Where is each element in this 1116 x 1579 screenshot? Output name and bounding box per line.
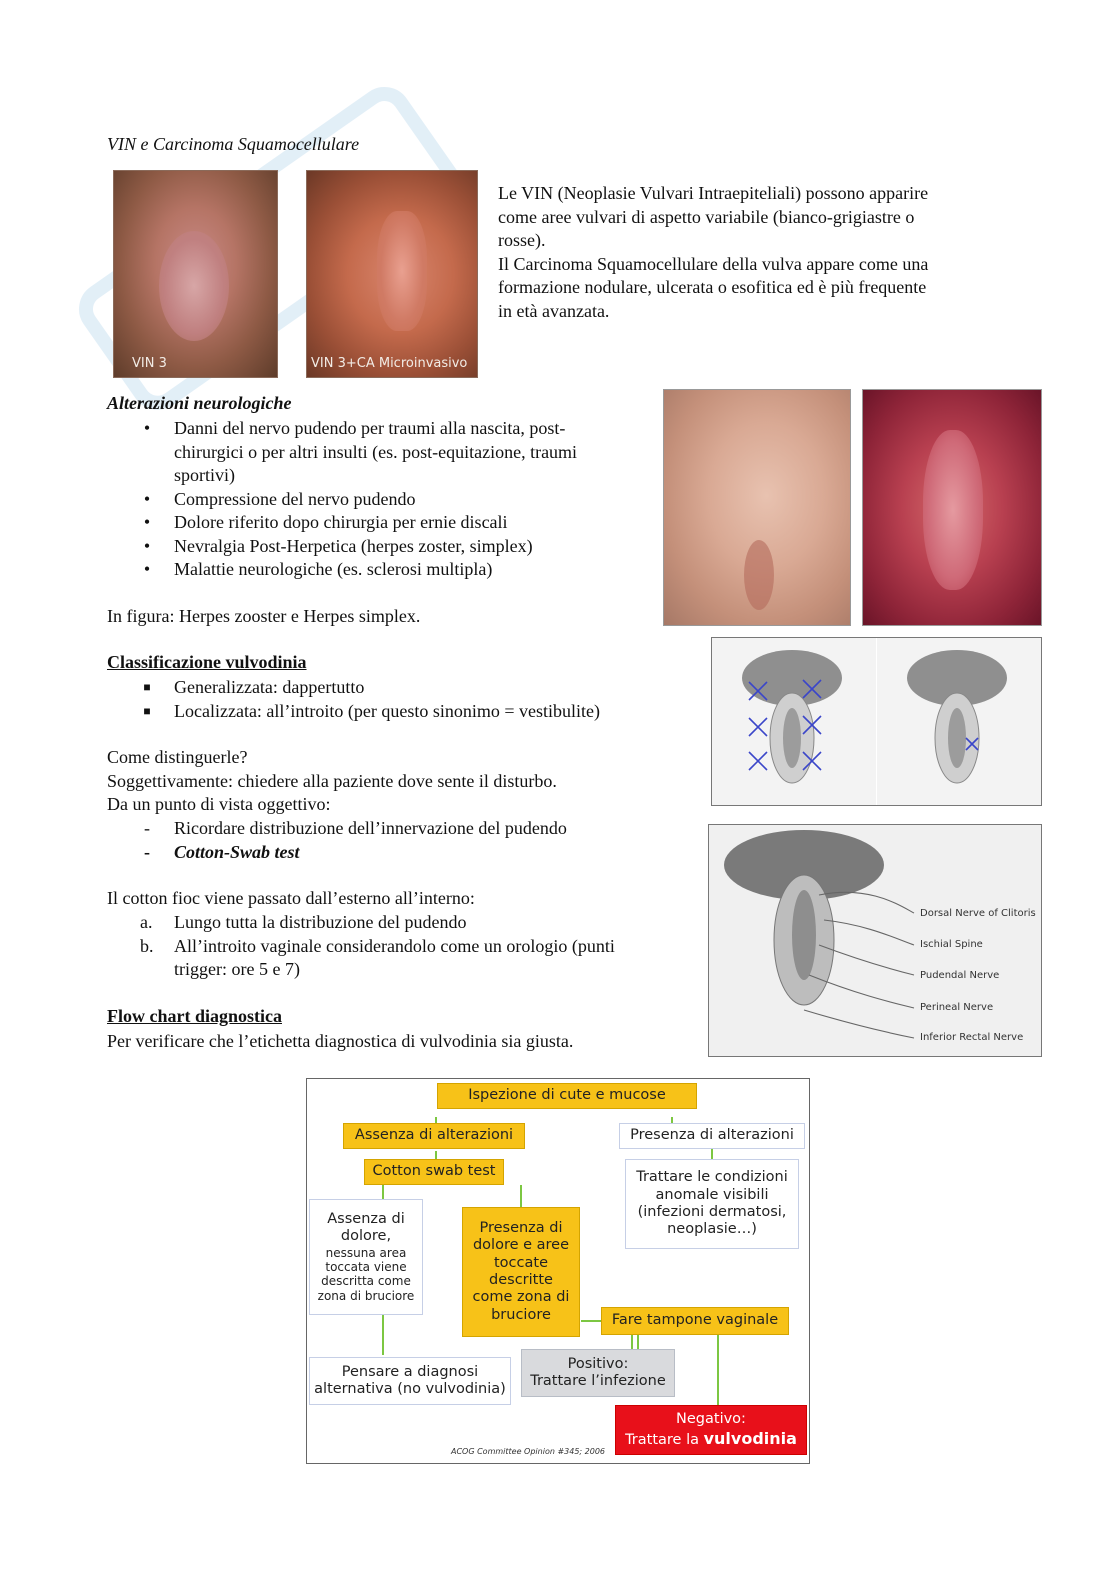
flow-positive: Positivo: Trattare l’infezione: [521, 1349, 675, 1397]
list-item: • Danni del nervo pudendo per traumi alla nascita, post- chirurgici o per altri insulti (es. post-equitazione, traumi sportivi): [143, 418, 578, 485]
nerve-label: Pudendal Nerve: [920, 970, 1000, 981]
flow-absence: Assenza di alterazioni: [343, 1123, 525, 1149]
lettered-list: [140, 911, 615, 982]
flow-negative: Negativo: Trattare la vulvodinia: [615, 1405, 807, 1455]
flowchart-intro: Per verificare che l’etichetta diagnostica di vulvodinia sia giusta.: [107, 1031, 574, 1051]
flow-presence: Presenza di alterazioni: [619, 1123, 805, 1149]
vin3-ca-photo: [306, 170, 478, 378]
flow-cotton-swab: Cotton swab test: [364, 1159, 504, 1185]
neuro-bullet-list: [140, 417, 660, 582]
list-item: b. All’introito vaginale considerandolo come un orologio (punti trigger: ore 5 e 7): [140, 935, 615, 979]
section-title-vin: VIN e Carcinoma Squamocellulare: [107, 134, 360, 154]
flow-pain: Presenza di dolore e aree toccate descritte come zona di bruciore: [462, 1207, 580, 1337]
section-title-neuro: Alterazioni neurologiche: [107, 393, 292, 413]
nerve-label: Ischial Spine: [920, 939, 983, 950]
dash-list: [140, 817, 567, 864]
list-item: • Dolore riferito dopo chirurgia per ernie discali: [143, 512, 508, 532]
classification-body: Come distinguerle? Soggettivamente: chiedere alla paziente dove sente il disturbo. Da un punto di vista oggettivo:: [107, 747, 557, 814]
photo-caption: VIN 3: [132, 356, 167, 371]
figure-note: In figura: Herpes zooster e Herpes simplex.: [107, 606, 421, 626]
cotton-intro: Il cotton fioc viene passato dall’esterno all’interno:: [107, 888, 475, 908]
flowchart-source: ACOG Committee Opinion #345; 2006: [451, 1447, 606, 1456]
section-title-classification: Classificazione vulvodinia: [107, 652, 307, 672]
flow-no-pain: Assenza di dolore, nessuna area toccata viene descritta come zona di bruciore: [309, 1199, 423, 1315]
flow-inspection: Ispezione di cute e mucose: [437, 1083, 697, 1109]
vin-paragraph: Le VIN (Neoplasie Vulvari Intraepiteliali) possono apparire come aree vulvari di aspetto variabile (bianco-grigiastre o rosse). Il Carcinoma Squamocellulare della vulva appare come una formazione nodulare, ulcerata o esofitica ed è più frequente in età avanzata.: [498, 183, 929, 321]
classification-list: [140, 676, 600, 723]
swab-points-diagram: [711, 637, 1042, 806]
pudendal-nerve-diagram: [708, 824, 1042, 1057]
flow-vaginal-swab: Fare tampone vaginale: [601, 1307, 789, 1335]
nerve-label: Dorsal Nerve of Clitoris: [920, 908, 1036, 919]
list-item: • Nevralgia Post-Herpetica (herpes zoster, simplex): [143, 535, 533, 556]
herpes-zoster-photo: [663, 389, 851, 626]
list-item: • Malattie neurologiche (es. sclerosi multipla): [143, 559, 493, 579]
nerve-label: Inferior Rectal Nerve: [920, 1032, 1024, 1043]
nerve-label: Perineal Nerve: [920, 1002, 994, 1013]
list-item: ■ Localizzata: all’introito (per questo sinonimo = vestibulite): [143, 700, 601, 721]
list-item: - Cotton-Swab test: [144, 841, 300, 862]
list-item: - Ricordare distribuzione dell’innervazione del pudendo: [144, 818, 567, 838]
list-item: • Compressione del nervo pudendo: [143, 488, 416, 509]
photo-caption: VIN 3+CA Microinvasivo: [311, 356, 468, 371]
section-title-flowchart: Flow chart diagnostica: [107, 1006, 282, 1026]
diagnostic-flowchart: [306, 1078, 810, 1464]
flow-treat-visible: Trattare le condizioni anomale visibili (infezioni dermatosi, neoplasie…): [625, 1159, 799, 1249]
flow-alternative-diagnosis: Pensare a diagnosi alternativa (no vulvodinia): [309, 1357, 511, 1405]
herpes-simplex-photo: [862, 389, 1042, 626]
list-item: a. Lungo tutta la distribuzione del pudendo: [140, 912, 467, 932]
list-item: ■ Generalizzata: dappertutto: [143, 677, 365, 697]
vin3-photo: [113, 170, 278, 378]
